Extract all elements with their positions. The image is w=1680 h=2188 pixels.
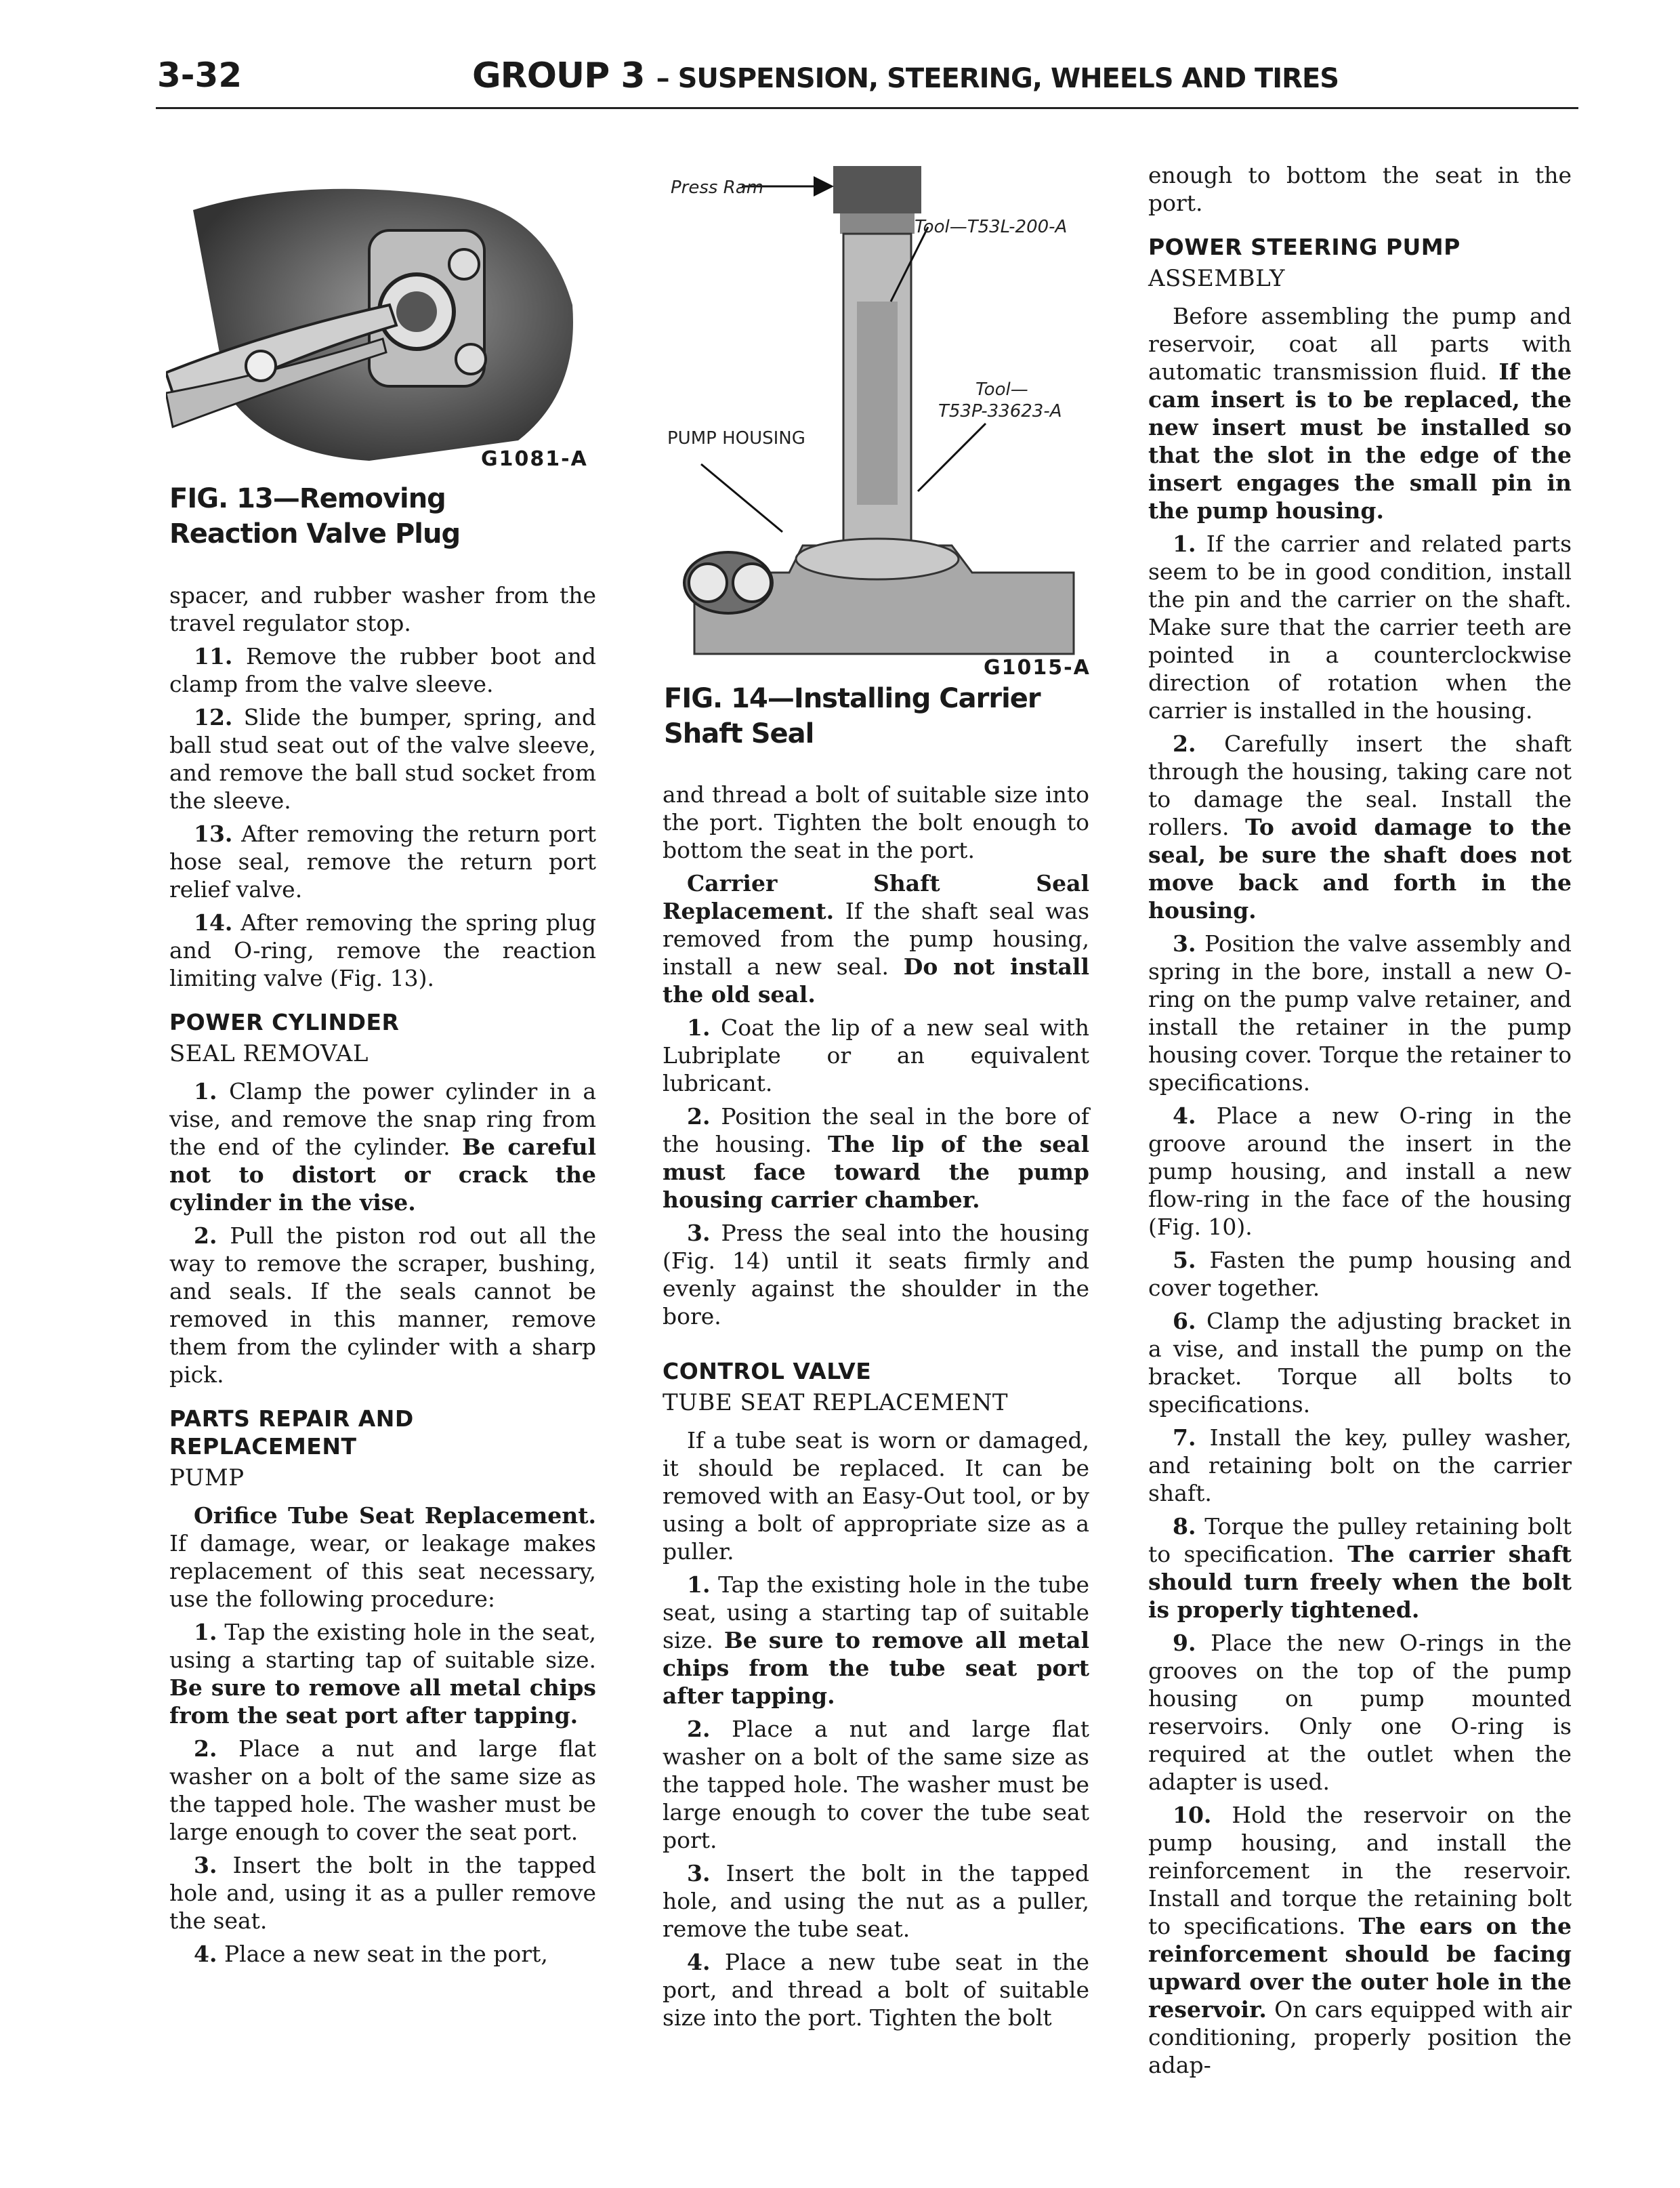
tube-step-2: 2. Place a nut and large flat washer on a bolt of the same size as the tapped hole. The washer must be large enough to cover the tube seat port. bbox=[663, 1716, 1089, 1853]
cylinder-step-2: 2. Pull the piston rod out all the way to remove the scraper, bushing, and seals. If the seals cannot be removed in this manner, remove them from the cylinder with a sharp pick. bbox=[169, 1222, 596, 1388]
assembly-step-7: 7. Install the key, pulley washer, and retaining bolt on the carrier shaft. bbox=[1148, 1424, 1572, 1506]
heading-pump: PUMP bbox=[169, 1464, 245, 1491]
column-3 bbox=[1148, 161, 1572, 2084]
header-divider bbox=[156, 107, 1578, 109]
assembly-step-5: 5. Fasten the pump housing and cover together. bbox=[1148, 1247, 1572, 1301]
callout-pump-housing: PUMP HOUSING bbox=[667, 428, 805, 449]
carrier-step-3: 3. Press the seal into the housing (Fig. 14) until it seats firmly and evenly against the shoulder in the bore. bbox=[663, 1220, 1089, 1329]
assembly-step-1: 1. If the carrier and related parts seem to be in good condition, install the pin and the carrier on the shaft. Make sure that the carrier teeth are pointed in a counterclockwise direction of rotation when the carrier is installed in the housing. bbox=[1148, 531, 1572, 724]
tube-step-3: 3. Insert the bolt in the tapped hole, and using the nut as a puller, remove the tube seat. bbox=[663, 1860, 1089, 1942]
assembly-step-8: 8. Torque the pulley retaining bolt to specification. The carrier shaft should turn freely when the bolt is properly tightened. bbox=[1148, 1513, 1572, 1623]
assembly-step-10: 10. Hold the reservoir on the pump housing, and install the reinforcement in the reservoir. Install and torque the retaining bolt to specifications. The ears on the reinforcement should be facing upward over the outer hole in the reservoir. On cars equipped with air conditioning, properly position the adap- bbox=[1148, 1802, 1572, 2078]
callout-tool-1: Tool—T53L-200-A bbox=[915, 217, 1068, 237]
group-label: GROUP 3 bbox=[472, 56, 645, 96]
figure-13-code: G1081-A bbox=[481, 447, 588, 471]
carrier-intro: Carrier Shaft Seal Replacement. If the shaft seal was removed from the pump housing, install a new seal. Do not install the old seal. bbox=[663, 870, 1090, 1008]
cylinder-step-1: 1. Clamp the power cylinder in a vise, and remove the snap ring from the end of the cylinder. Be careful not to distort or crack the cylinder in the vise. bbox=[169, 1078, 597, 1216]
heading-power-steering-pump: POWER STEERING PUMP bbox=[1148, 234, 1461, 260]
orifice-step-3: 3. Insert the bolt in the tapped hole and, using it as a puller remove the seat. bbox=[169, 1852, 596, 1934]
figure-13-photo bbox=[166, 169, 586, 468]
assembly-intro: Before assembling the pump and reservoir, coat all parts with automatic transmission fluid. If the cam insert is to be replaced, the new insert must be installed so that the slot in the edge of the insert engages the small pin in the pump housing. bbox=[1148, 303, 1572, 524]
page-title bbox=[472, 56, 1339, 96]
heading-tube-seat: TUBE SEAT REPLACEMENT bbox=[663, 1389, 1009, 1416]
page-header bbox=[157, 56, 1553, 110]
page-number: 3-32 bbox=[157, 56, 243, 95]
figure-14-caption: FIG. 14—Installing Carrier Shaft Seal bbox=[664, 683, 1041, 749]
orifice-step-4: 4. Place a new seat in the port, bbox=[194, 1941, 548, 1967]
heading-assembly: ASSEMBLY bbox=[1148, 265, 1286, 292]
heading-seal-removal: SEAL REMOVAL bbox=[169, 1040, 369, 1067]
tube-step-4: 4. Place a new tube seat in the port, and thread a bolt of suitable size into the port. Tighten the bolt bbox=[663, 1949, 1089, 2031]
step-14: 14. After removing the spring plug and O-ring, remove the reaction limiting valve (Fig. 13). bbox=[169, 909, 596, 991]
heading-control-valve: CONTROL VALVE bbox=[663, 1358, 872, 1384]
orifice-step-1: 1. Tap the existing hole in the seat, using a starting tap of suitable size. Be sure to remove all metal chips from the seat port after tapping. bbox=[169, 1619, 597, 1729]
orifice-step-2: 2. Place a nut and large flat washer on a bolt of the same size as the tapped hole. The washer must be large enough to cover the seat port. bbox=[169, 1735, 596, 1845]
figure-14-code: G1015-A bbox=[984, 656, 1091, 680]
callout-press-ram: Press Ram bbox=[671, 178, 764, 198]
assembly-step-6: 6. Clamp the adjusting bracket in a vise, and install the pump on the bracket. Torque all bolts to specifications. bbox=[1148, 1308, 1572, 1418]
figure-13-caption: FIG. 13—Removing Reaction Valve Plug bbox=[169, 483, 461, 550]
assembly-step-4: 4. Place a new O-ring in the groove around the insert in the pump housing, and install a new flow-ring in the face of the housing (Fig. 10). bbox=[1148, 1102, 1572, 1240]
step-11: 11. Remove the rubber boot and clamp from the valve sleeve. bbox=[169, 643, 597, 697]
orifice-intro: Orifice Tube Seat Replacement. If damage, wear, or leakage makes replacement of this seat necessary, use the following procedure: bbox=[169, 1502, 596, 1612]
heading-power-cylinder: POWER CYLINDER bbox=[169, 1009, 400, 1035]
assembly-step-9: 9. Place the new O-rings in the grooves on the top of the pump housing on pump mounted reservoirs. Only one O-ring is required at the outlet when the adapter is used. bbox=[1148, 1630, 1572, 1795]
tube-intro: If a tube seat is worn or damaged, it should be replaced. It can be removed with an Easy-Out tool, or by using a bolt of appropriate size as a puller. bbox=[663, 1427, 1089, 1565]
carrier-step-1: 1. Coat the lip of a new seal with Lubriplate or an equivalent lubricant. bbox=[663, 1014, 1089, 1096]
paragraph: enough to bottom the seat in the port. bbox=[1148, 162, 1572, 216]
carrier-step-2: 2. Position the seal in the bore of the housing. The lip of the seal must face toward the pump housing carrier chamber. bbox=[663, 1103, 1089, 1213]
paragraph: and thread a bolt of suitable size into the port. Tighten the bolt enough to bottom the seat in the port. bbox=[663, 781, 1089, 863]
column-1 bbox=[169, 581, 596, 1973]
callout-tool-2-line1: Tool— bbox=[975, 379, 1028, 400]
valve-plug-illustration bbox=[166, 169, 586, 468]
assembly-step-3: 3. Position the valve assembly and spring in the bore, install a new O-ring on the pump valve retainer, and install the retainer in the pump housing cover. Torque the retainer to specifications. bbox=[1148, 930, 1572, 1096]
paragraph: spacer, and rubber washer from the travel regulator stop. bbox=[169, 582, 596, 636]
heading-parts-repair: PARTS REPAIR AND REPLACEMENT bbox=[169, 1405, 414, 1460]
tube-step-1: 1. Tap the existing hole in the tube seat, using a starting tap of suitable size. Be sure to remove all metal chips from the tube seat port after tapping. bbox=[663, 1571, 1089, 1709]
column-2 bbox=[663, 781, 1089, 2037]
callout-tool-2-line2: T53P-33623-A bbox=[938, 401, 1062, 421]
step-13: 13. After removing the return port hose seal, remove the return port relief valve. bbox=[169, 821, 596, 903]
section-title: – SUSPENSION, STEERING, WHEELS AND TIRES bbox=[656, 63, 1339, 94]
assembly-step-2: 2. Carefully insert the shaft through the housing, taking care not to damage the seal. Install the rollers. To avoid damage to the seal, be sure the shaft does not move back and forth in the housing. bbox=[1148, 730, 1572, 924]
step-12: 12. Slide the bumper, spring, and ball stud seat out of the valve sleeve, and remove the ball stud socket from the sleeve. bbox=[169, 704, 596, 814]
